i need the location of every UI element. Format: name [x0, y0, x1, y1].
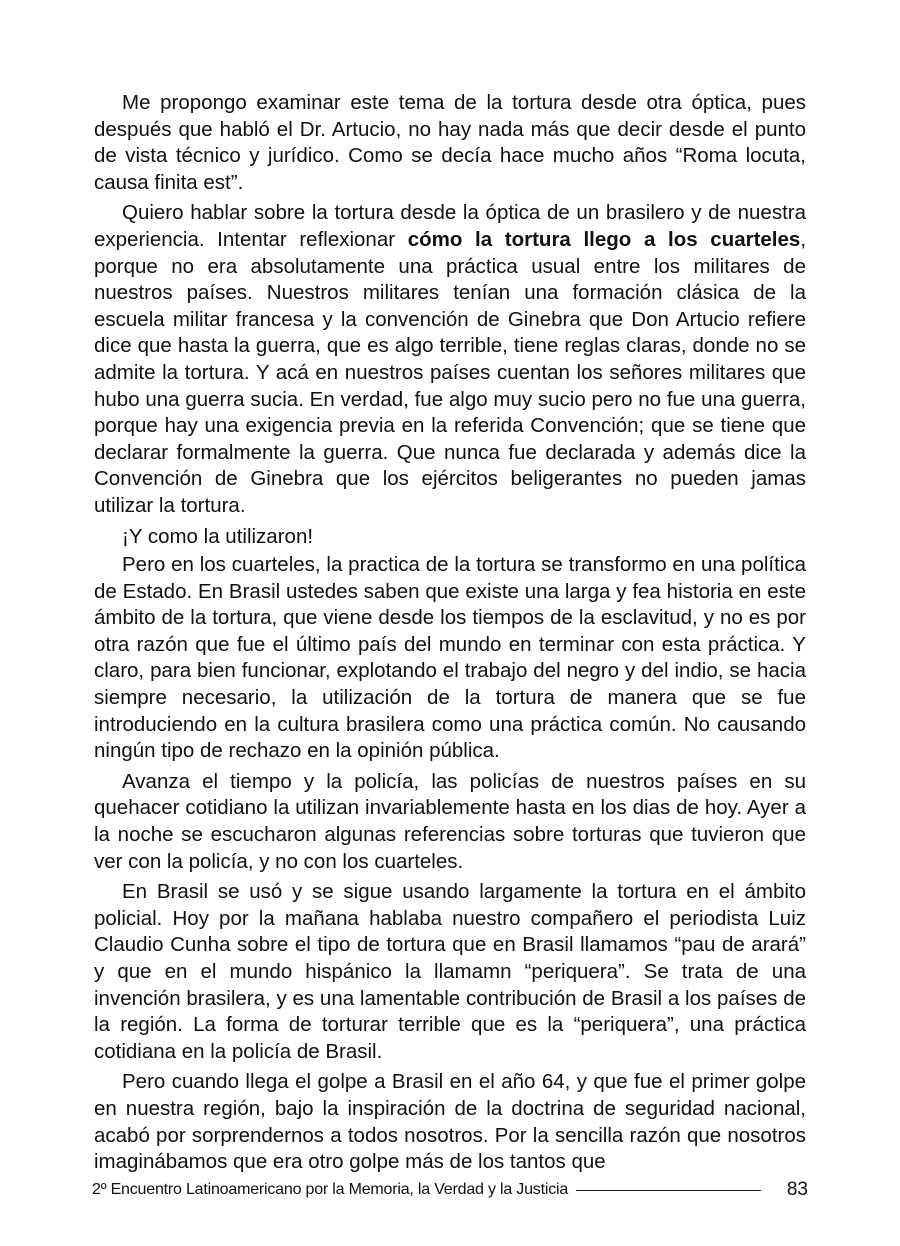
- page-number: 83: [786, 1179, 808, 1200]
- emphasis-text: cómo la tortura llego a los cuarteles: [407, 227, 801, 251]
- paragraph-2-intro: Quiero hablar sobre la tortura desde la óptica de un brasilero y de nuestra experiencia. Intentar reflexionar: [94, 201, 806, 251]
- paragraph-6: En Brasil se usó y se sigue usando largamente la tortura en el ámbito policial. Hoy por la mañana hablaba nuestro compañero el periodista Luiz Claudio Cunha sobre el tipo de tortura que en Brasil llamamos “pau de arará” y que en el mundo hispánico la llamamn “periquera”. Se trata de una invención brasilera, y es una lamentable contribución de Brasil a los países de la región. La forma de torturar terrible que es la “periquera”, una práctica cotidiana en la policía de Brasil.: [94, 880, 806, 1063]
- paragraph-2-rest: , porque no era absolutamente una práctica usual entre los militares de nuestros países. Nuestros militares tenían una formación clásica de la escuela militar francesa y la convención de Ginebra que Don Artucio refiere dice que hasta la guerra, que es algo terrible, tiene reglas claras, donde no se admite la tortura. Y acá en nuestros países cuentan los señores militares que hubo una guerra sucia. En verdad, fue algo muy sucio pero no fue una guerra, porque hay una exigencia previa en la referida Convención; que se tiene que declarar formalmente la guerra. Que nunca fue declarada y además dice la Convención de Ginebra que los ejércitos beligerantes no pueden jamas utilizar la tortura.: [94, 227, 807, 517]
- page-footer: [92, 1177, 808, 1203]
- paragraph-5: Avanza el tiempo y la policía, las policías de nuestros países en su quehacer cotidiano la utilizan invariablemente hasta en los dias de hoy. Ayer a la noche se escucharon algunas referencias sobre torturas que tuvieron que ver con la policía, y no con los cuarteles.: [94, 769, 806, 873]
- paragraph-1: Me propongo examinar este tema de la tortura desde otra óptica, pues después que habló el Dr. Artucio, no hay nada más que decir desde el punto de vista técnico y jurídico. Como se decía hace mucho años “Roma locuta, causa finita est”.: [94, 91, 806, 194]
- paragraph-3: ¡Y como la utilizaron!: [122, 524, 314, 548]
- paragraph-2: [94, 200, 806, 519]
- body-text: [94, 90, 806, 1180]
- paragraph-7: Pero cuando llega el golpe a Brasil en el año 64, y que fue el primer golpe en nuestra región, bajo la inspiración de la doctrina de seguridad nacional, acabó por sorprendernos a todos nosotros. Por la sencilla razón que nosotros imaginábamos que era otro golpe más de los tantos que: [94, 1070, 806, 1174]
- paragraph-4: Pero en los cuarteles, la practica de la tortura se transformo en una política de Estado. En Brasil ustedes saben que existe una larga y fea historia en este ámbito de la tortura, que viene desde los tiempos de la esclavitud, y no es por otra razón que fue el último país del mundo en terminar con esta práctica. Y claro, para bien funcionar, explotando el trabajo del negro y del indio, se hacia siempre necesario, la utilización de la tortura de manera que se fue introduciendo en la cultura brasilera como una práctica común. No causando ningún tipo de rechazo en la opinión pública.: [94, 553, 806, 763]
- footer-title: 2º Encuentro Latinoamericano por la Memoria, la Verdad y la Justicia: [92, 1181, 569, 1198]
- footer-rule: [576, 1190, 761, 1191]
